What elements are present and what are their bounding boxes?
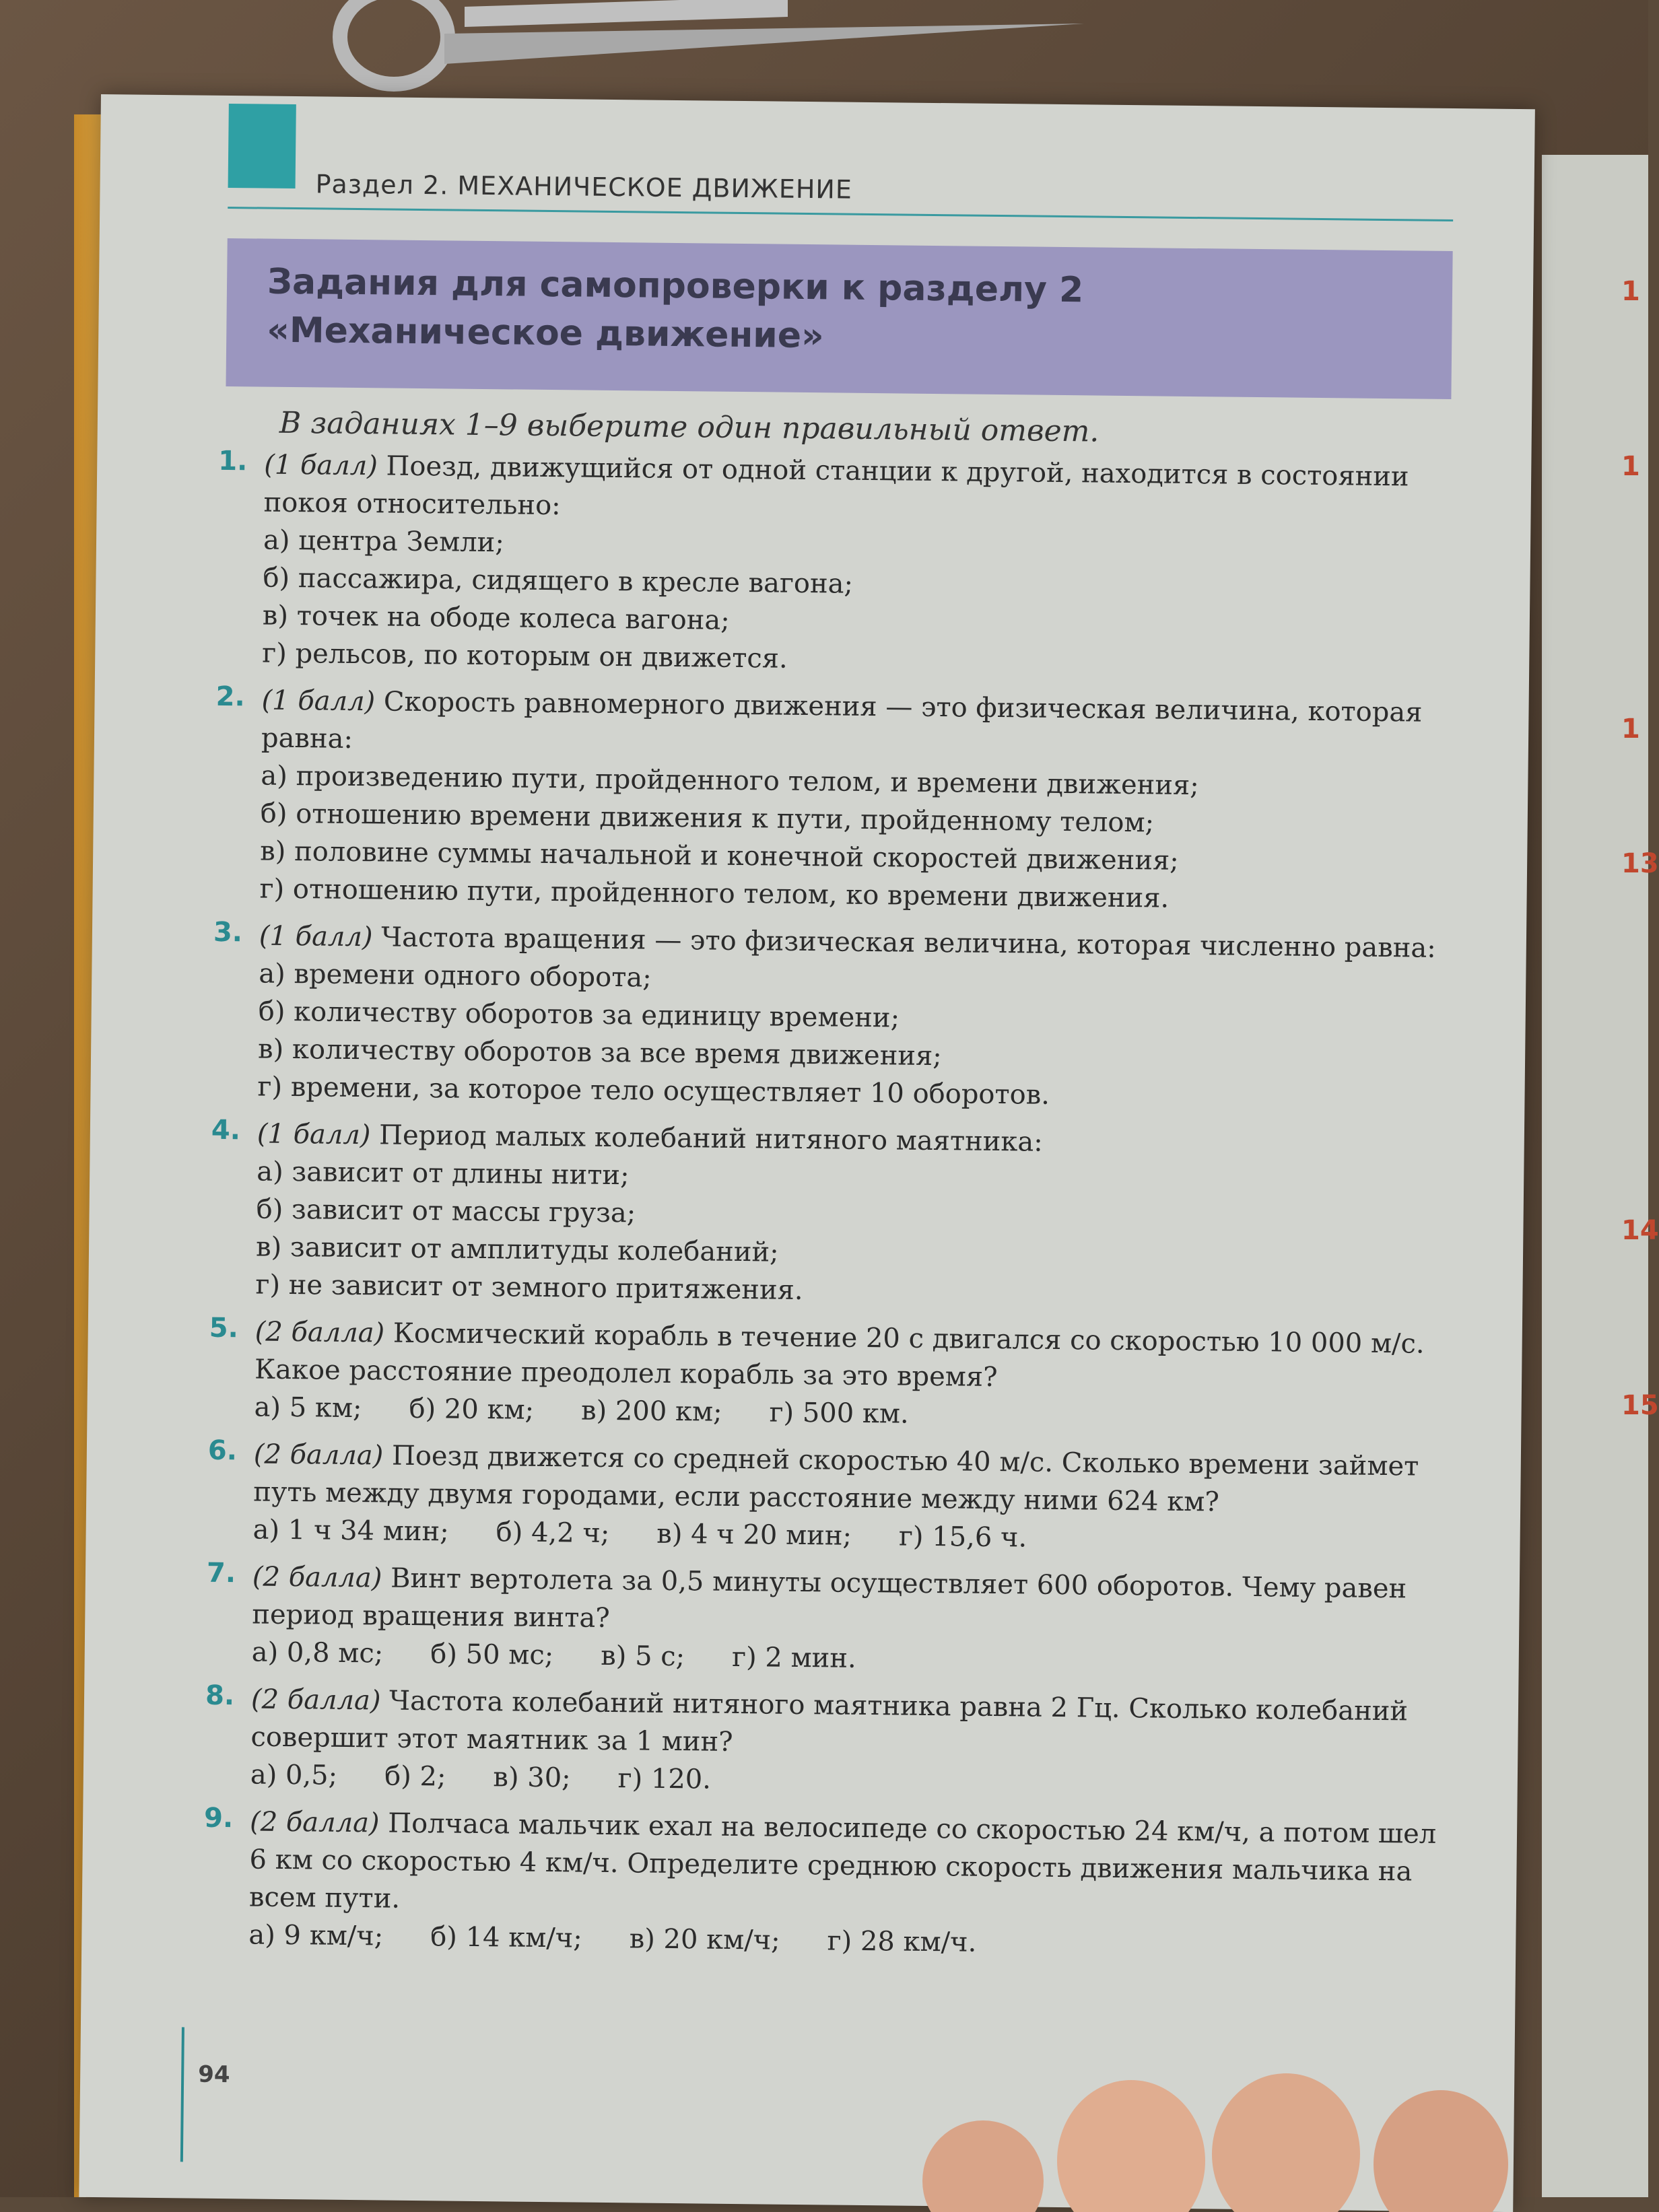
question-body: Частота колебаний нитяного маятника равна 2 Гц. Сколько колебаний совершит этот маятник за 1 мин? (250, 1685, 1409, 1758)
answer-option: в) 30; (493, 1762, 571, 1794)
answer-option: а) зависит от длины нити; (257, 1156, 630, 1191)
answer-option: в) половине суммы начальной и конечной скоростей движения; (259, 835, 1179, 876)
answer-option: в) 20 км/ч; (629, 1923, 780, 1956)
question-item (211, 917, 1459, 1118)
question-body: Винт вертолета за 0,5 минуты осуществляет 600 оборотов. Чему равен период вращения винта? (252, 1562, 1407, 1634)
question-points: (2 балла) (255, 1316, 385, 1349)
answer-option: а) произведению пути, пройденного телом, и времени движения; (261, 760, 1199, 802)
question-body: Поезд движется со средней скоростью 40 м/с. Сколько времени займет путь между двумя городами, если расстояние между ними 624 км? (253, 1440, 1419, 1518)
answer-option: г) 500 км. (769, 1397, 909, 1430)
question-number: 9. (203, 1802, 234, 1834)
question-text (253, 1435, 1454, 1523)
question-text (250, 1680, 1451, 1768)
question-number: 2. (215, 681, 245, 713)
question-points: (1 балл) (264, 449, 378, 482)
question-points: (1 балл) (257, 1118, 371, 1151)
answer-option: б) отношению времени движения к пути, пройденному телом; (260, 798, 1155, 839)
facing-page-number: 13 (1621, 848, 1659, 879)
question-text (252, 1558, 1452, 1646)
answer-option: в) 4 ч 20 мин; (656, 1518, 852, 1552)
question-list (203, 446, 1464, 1976)
answer-option: а) 5 км; (254, 1391, 362, 1424)
question-item (213, 681, 1461, 920)
question-body: Космический корабль в течение 20 с двигался со скоростью 10 000 м/с. Какое расстояние преодолел корабль за это время? (254, 1317, 1425, 1393)
page-number-rule (180, 2027, 184, 2162)
question-item (203, 1803, 1450, 1966)
answer-option: а) 0,5; (250, 1759, 338, 1791)
question-points: (2 балла) (250, 1684, 381, 1717)
question-number: 4. (211, 1114, 241, 1146)
section-header: Раздел 2. МЕХАНИЧЕСКОЕ ДВИЖЕНИЕ (315, 169, 853, 205)
question-item (208, 1313, 1455, 1439)
page-title-line2: «Механическое движение» (267, 310, 824, 357)
page-number: 94 (197, 2061, 230, 2089)
header-rule (228, 207, 1453, 221)
answer-option: б) зависит от массы груза; (256, 1194, 636, 1229)
facing-page-number: 1 (1621, 714, 1640, 745)
question-body: Поезд, движущийся от одной станции к другой, находится в состоянии покоя относительно: (263, 450, 1409, 522)
question-number: 3. (213, 916, 243, 948)
answer-option: в) 5 с; (601, 1640, 685, 1673)
answer-option: в) 200 км; (580, 1395, 722, 1428)
answer-option: г) рельсов, по которым он движется. (262, 637, 788, 675)
question-item (216, 446, 1464, 685)
facing-page-number: 14 (1621, 1215, 1659, 1246)
answer-option: б) 20 км; (409, 1393, 535, 1426)
answer-option: а) 0,8 мс; (251, 1636, 384, 1669)
question-body: Частота вращения — это физическая величина, которая численно равна: (380, 922, 1437, 964)
answer-option: г) времени, за которое тело осуществляет 10 оборотов. (257, 1071, 1050, 1111)
book-page (79, 94, 1535, 2212)
question-number: 7. (206, 1557, 236, 1589)
question-number: 5. (209, 1312, 239, 1344)
answer-option: б) 4,2 ч; (496, 1517, 610, 1550)
question-points: (2 балла) (249, 1806, 380, 1839)
question-number: 8. (205, 1680, 235, 1712)
section-color-tab (228, 104, 296, 188)
question-points: (2 балла) (253, 1439, 384, 1472)
answer-option: в) зависит от амплитуды колебаний; (255, 1231, 779, 1268)
question-item (207, 1435, 1454, 1561)
question-text (263, 446, 1464, 534)
answer-option: а) центра Земли; (263, 524, 505, 559)
question-text (255, 1313, 1455, 1401)
answer-option: г) 28 км/ч. (827, 1925, 977, 1958)
answer-option: г) 2 мин. (731, 1641, 856, 1674)
question-number: 1. (218, 445, 248, 477)
facing-page-number: 1 (1621, 276, 1640, 307)
question-body: Период малых колебаний нитяного маятника: (378, 1119, 1043, 1158)
facing-page-edge (1542, 155, 1659, 2197)
question-points: (2 балла) (252, 1561, 382, 1594)
answer-option: б) 50 мс; (430, 1638, 554, 1671)
question-body: Полчаса мальчик ехал на велосипеде со скоростью 24 км/ч, а потом шел 6 км со скоростью 4 км/ч. Определите среднюю скорость движения мальчика на всем пути. (248, 1807, 1437, 1914)
instructions: В заданиях 1–9 выберите один правильный ответ. (279, 405, 1099, 449)
question-item (205, 1680, 1452, 1806)
question-body: Скорость равномерного движения — это физическая величина, которая равна: (261, 686, 1423, 755)
answer-option: в) точек на ободе колеса вагона; (262, 600, 730, 636)
facing-page-number: 15 (1621, 1390, 1659, 1421)
answer-option: а) 1 ч 34 мин; (252, 1514, 449, 1548)
answer-option: а) времени одного оборота; (259, 958, 652, 994)
question-item (209, 1115, 1457, 1316)
question-text (261, 682, 1462, 770)
question-points: (1 балл) (259, 920, 373, 953)
page-title (267, 258, 1084, 364)
answer-option: б) количеству оборотов за единицу времени; (258, 996, 900, 1034)
question-number: 6. (207, 1435, 238, 1467)
answer-option: г) отношению пути, пройденного телом, ко времени движения. (259, 873, 1170, 914)
answer-option: б) 2; (384, 1760, 446, 1793)
answer-option: г) 15,6 ч. (898, 1521, 1027, 1554)
page-title-line1: Задания для самопроверки к разделу 2 (267, 261, 1084, 311)
title-band (226, 238, 1452, 399)
answer-option: а) 9 км/ч; (248, 1919, 384, 1952)
answer-option: г) не зависит от земного притяжения. (255, 1269, 803, 1307)
answer-option: б) пассажира, сидящего в кресле вагона; (263, 562, 854, 600)
fingers-image (909, 2046, 1582, 2197)
answer-option: б) 14 км/ч; (430, 1921, 582, 1954)
question-item (205, 1558, 1452, 1684)
answer-option: г) 120. (617, 1763, 712, 1795)
question-text (249, 1803, 1450, 1929)
answer-option: в) количеству оборотов за все время движения; (257, 1033, 942, 1072)
facing-page-number: 1 (1621, 451, 1640, 482)
question-points: (1 балл) (261, 685, 376, 718)
